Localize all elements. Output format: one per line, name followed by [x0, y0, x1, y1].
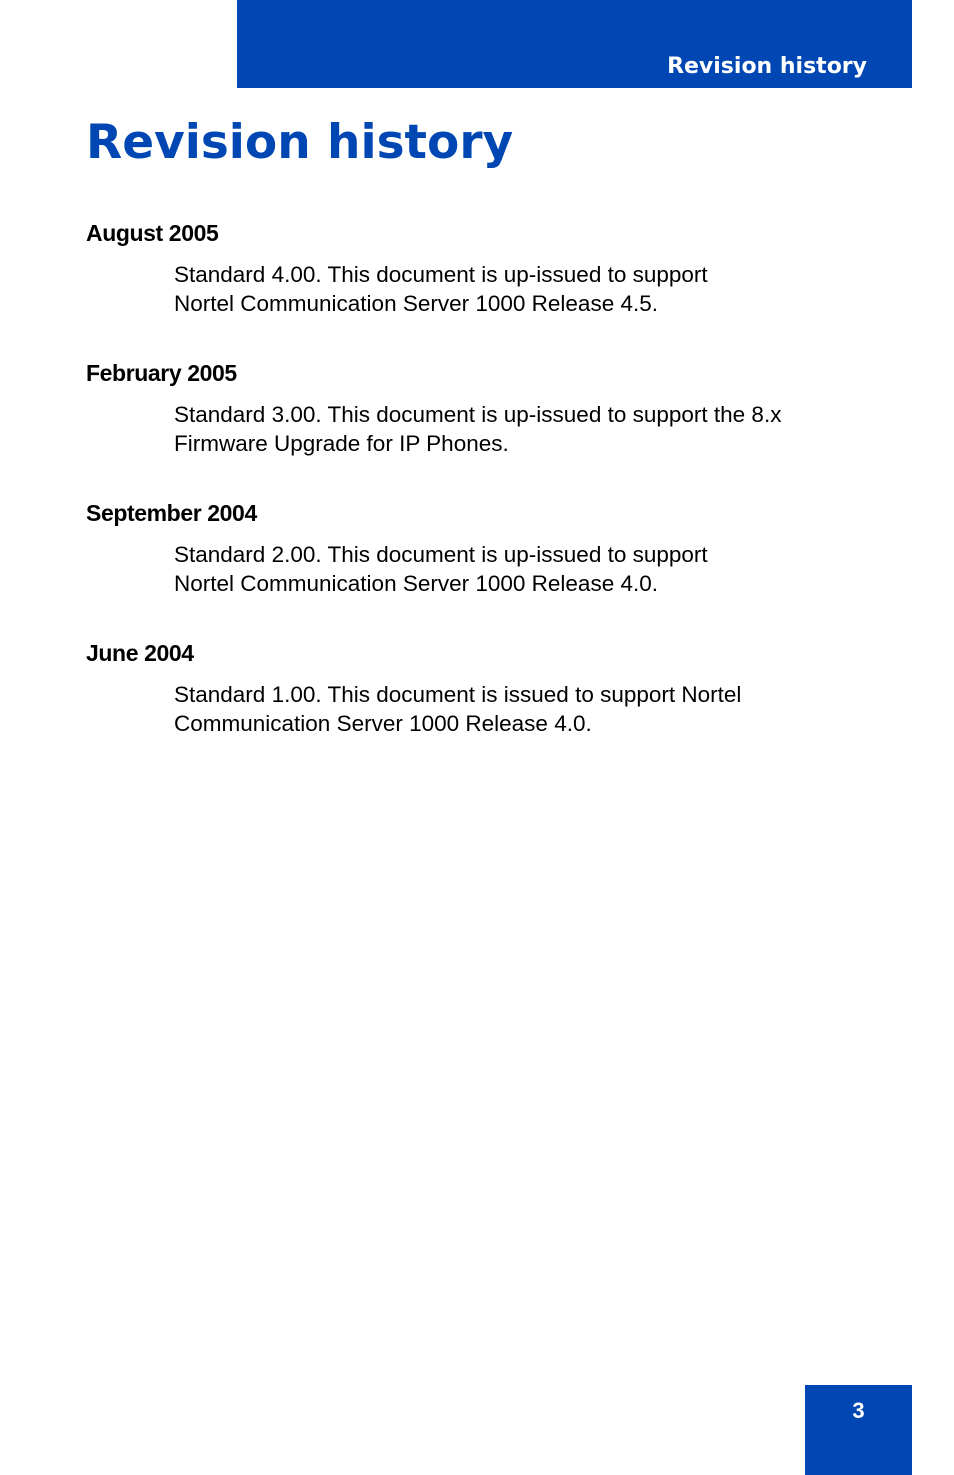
revision-description	[174, 400, 864, 458]
revision-description	[174, 540, 864, 598]
revision-entry-jun-2004	[86, 636, 866, 776]
revision-description-line: Nortel Communication Server 1000 Release 4.5.	[174, 291, 658, 316]
revision-date: June 2004	[86, 640, 194, 666]
revision-description-line: Standard 1.00. This document is issued to support Nortel	[174, 682, 742, 707]
revision-description	[174, 260, 864, 318]
revision-description	[174, 680, 864, 738]
header-bar	[237, 0, 912, 88]
revision-description-line: Nortel Communication Server 1000 Release 4.0.	[174, 571, 658, 596]
revision-entry-feb-2005	[86, 356, 866, 496]
revision-description-line: Standard 2.00. This document is up-issued to support	[174, 542, 708, 567]
page-number: 3	[852, 1398, 865, 1423]
running-header-title: Revision history	[667, 54, 867, 79]
revision-description-line: Firmware Upgrade for IP Phones.	[174, 431, 509, 456]
revision-description-line: Standard 4.00. This document is up-issued to support	[174, 262, 708, 287]
page-title: Revision history	[86, 115, 514, 170]
page-number-box	[805, 1385, 912, 1475]
revision-description-line: Communication Server 1000 Release 4.0.	[174, 711, 592, 736]
revision-list	[86, 216, 866, 776]
revision-date: September 2004	[86, 500, 257, 526]
revision-date: August 2005	[86, 220, 219, 246]
revision-entry-sep-2004	[86, 496, 866, 636]
revision-date: February 2005	[86, 360, 237, 386]
revision-entry-aug-2005	[86, 216, 866, 356]
revision-description-line: Standard 3.00. This document is up-issued to support the 8.x	[174, 402, 782, 427]
